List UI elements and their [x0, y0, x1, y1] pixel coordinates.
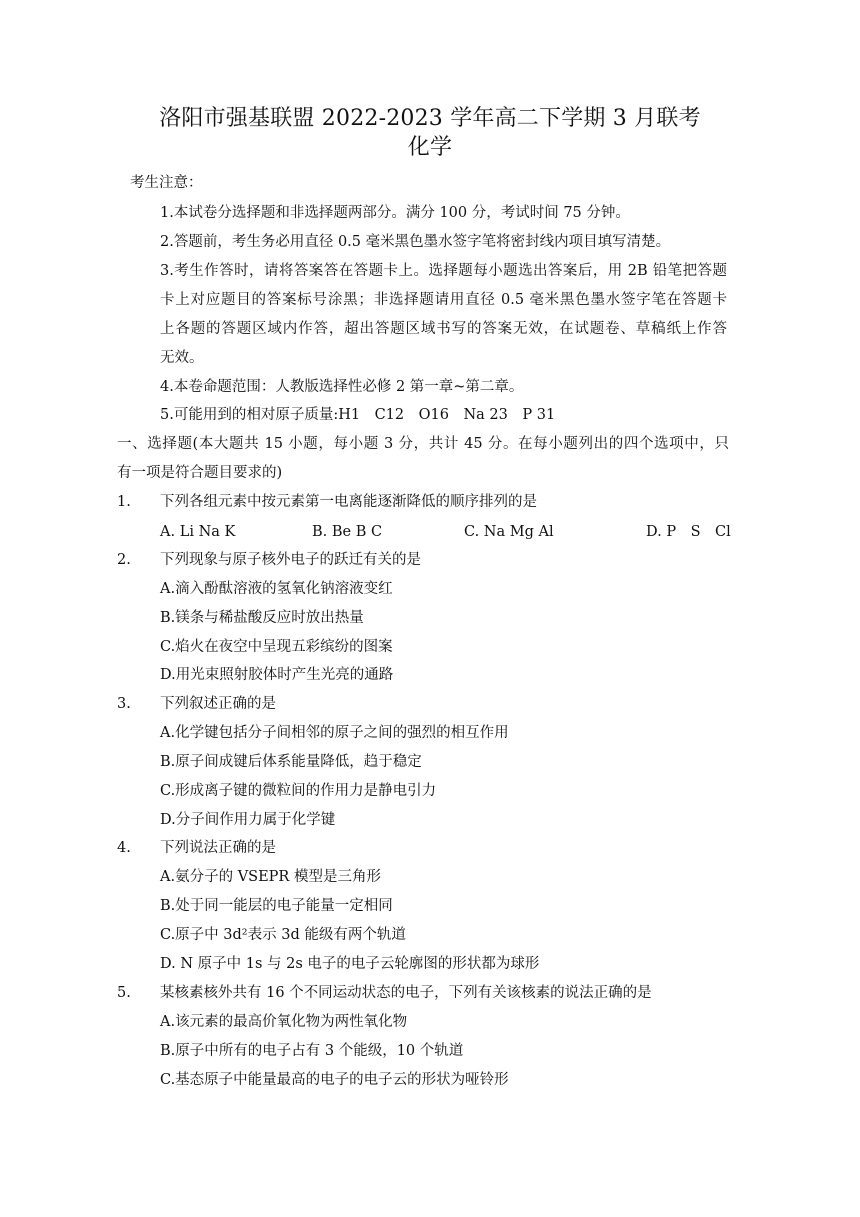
section-title-continued: 有一项是符合题目要求的)	[117, 465, 283, 481]
notice-heading: 考生注意：	[130, 175, 203, 191]
option-a: A. Li Na K	[160, 524, 236, 540]
question-stem: 下列各组元素中按元素第一电离能逐渐降低的顺序排列的是	[160, 494, 537, 510]
notice-item: 5.可能用到的相对原子质量:H1 C12 O16 Na 23 P 31	[160, 407, 556, 423]
notice-item: 3.考生作答时，请将答案答在答题卡上。选择题每小题选出答案后，用 2B 铅笔把答题	[160, 263, 727, 279]
option-c: C. Na Mg Al	[464, 524, 554, 540]
option-a: A.该元素的最高价氧化物为两性氧化物	[160, 1014, 408, 1030]
option-d: D.用光束照射胶体时产生光亮的通路	[160, 667, 394, 683]
notice-item: 1.本试卷分选择题和非选择题两部分。满分 100 分，考试时间 75 分钟。	[160, 205, 630, 221]
option-d: D. N 原子中 1s 与 2s 电子的电子云轮廓图的形状都为球形	[160, 956, 540, 972]
question-stem: 下列说法正确的是	[160, 840, 276, 856]
option-b: B.原子中所有的电子占有 3 个能级，10 个轨道	[160, 1043, 464, 1059]
option-a: A.氨分子的 VSEPR 模型是三角形	[160, 869, 381, 885]
option-a: A.滴入酚酞溶液的氢氧化钠溶液变红	[160, 581, 393, 597]
option-c: C.焰火在夜空中呈现五彩缤纷的图案	[160, 639, 393, 655]
option-c: C.原子中 3d²表示 3d 能级有两个轨道	[160, 927, 406, 943]
option-b: B. Be B C	[312, 524, 383, 540]
exam-subject: 化学	[407, 135, 453, 160]
question-number: 2.	[117, 552, 131, 568]
option-b: B.镁条与稀盐酸反应时放出热量	[160, 610, 364, 626]
option-d: D.分子间作用力属于化学键	[160, 812, 336, 828]
notice-item-continued: 无效。	[160, 350, 204, 366]
option-b: B.原子间成键后体系能量降低，趋于稳定	[160, 754, 422, 770]
option-d: D. P S Cl	[646, 524, 731, 540]
option-c: C.形成离子键的微粒间的作用力是静电引力	[160, 783, 437, 799]
option-a: A.化学键包括分子间相邻的原子之间的强烈的相互作用	[160, 725, 509, 741]
notice-item: 4.本卷命题范围：人教版选择性必修 2 第一章~第二章。	[160, 379, 524, 395]
question-number: 3.	[117, 696, 131, 712]
option-c: C.基态原子中能量最高的电子的电子云的形状为哑铃形	[160, 1072, 509, 1088]
question-stem: 某核素核外共有 16 个不同运动状态的电子，下列有关该核素的说法正确的是	[160, 985, 652, 1001]
question-number: 4.	[117, 840, 131, 856]
notice-item-continued: 上各题的答题区域内作答，超出答题区域书写的答案无效，在试题卷、草稿纸上作答	[160, 321, 727, 337]
notice-item-continued: 卡上对应题目的答案标号涂黑；非选择题请用直径 0.5 毫米黑色墨水签字笔在答题卡	[160, 292, 727, 308]
option-b: B.处于同一能层的电子能量一定相同	[160, 898, 393, 914]
question-number: 5.	[117, 985, 131, 1001]
section-title: 一、选择题(本大题共 15 小题，每小题 3 分，共计 45 分。在每小题列出的四个选项中，只	[117, 436, 729, 452]
exam-title: 洛阳市强基联盟 2022-2023 学年高二下学期 3 月联考	[159, 106, 701, 131]
notice-item: 2.答题前，考生务必用直径 0.5 毫米黑色墨水签字笔将密封线内项目填写清楚。	[160, 234, 671, 250]
question-number: 1.	[117, 494, 131, 510]
question-stem: 下列现象与原子核外电子的跃迁有关的是	[160, 552, 421, 568]
question-stem: 下列叙述正确的是	[160, 696, 276, 712]
